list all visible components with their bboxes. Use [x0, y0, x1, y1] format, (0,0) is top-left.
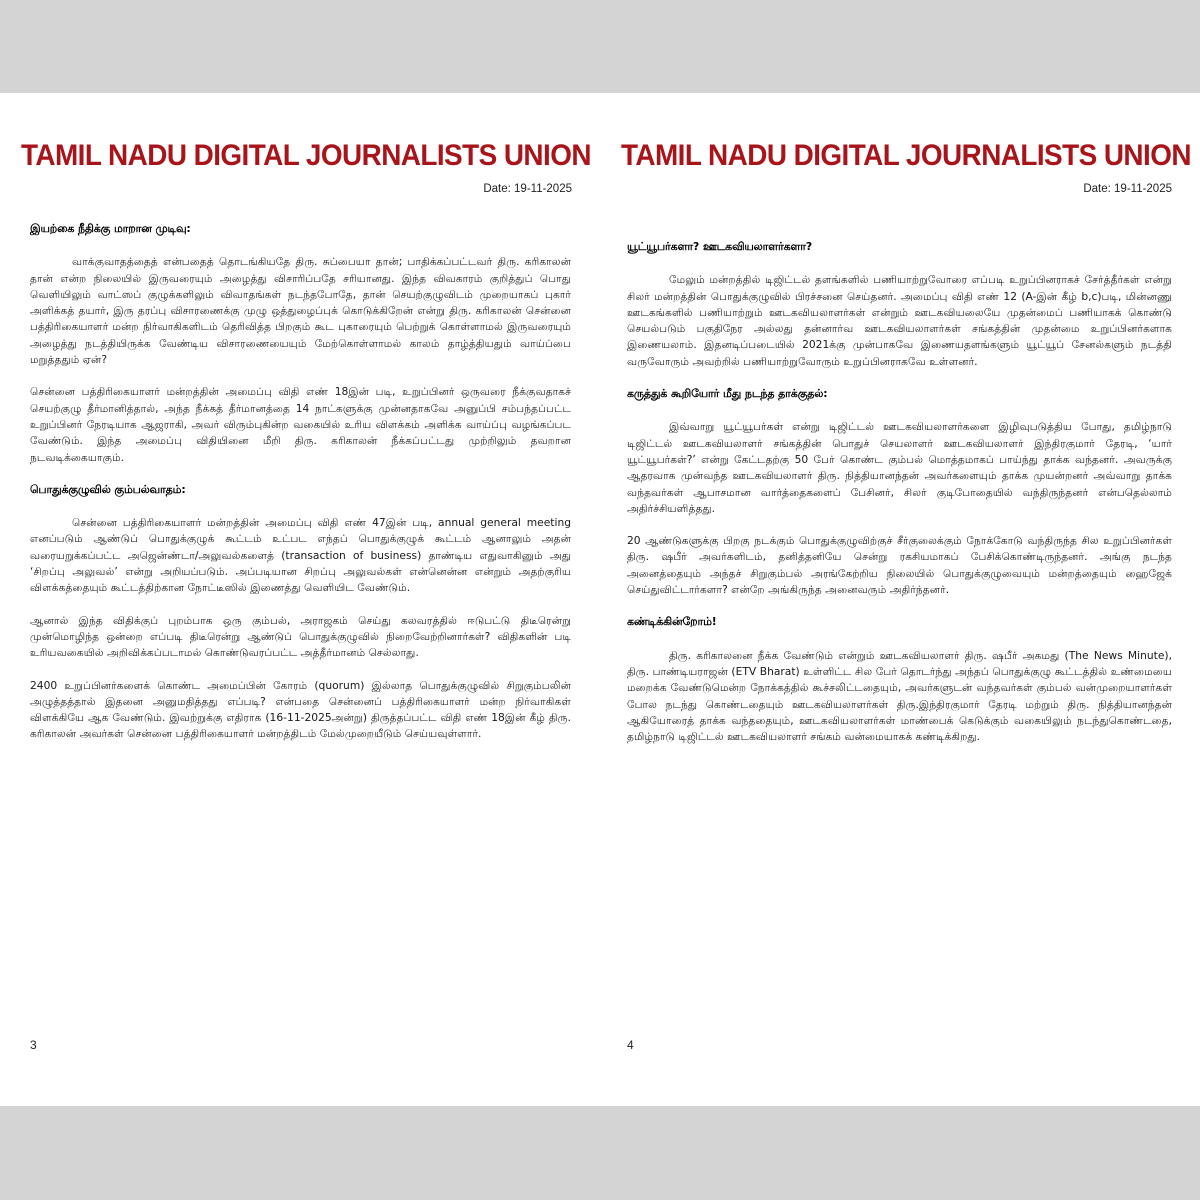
union-title: TAMIL NADU DIGITAL JOURNALISTS UNION	[21, 139, 591, 172]
paragraph: 20 ஆண்டுகளுக்கு பிறகு நடக்கும் பொதுக்குழுவிற்குச் சீர்குலைக்கும் நோக்கோடு வந்திருந்த சில உறுப்பினர்கள் திரு. ஷபீர் அவர்களிடம், தனித்தனியே சென்று ரகசியமாகப் பேசிக்கொண்டிருந்தனர். அங்கு நடந்த அனைத்தையும் அந்தச் சிறுகும்பல் அரங்கேற்றிய நிலையில் பொதுக்குழுவையும் மன்றத்தையும் ஹைஜேக் செய்துவிட்டார்களா? என்றே அங்கிருந்த அனைவரும் அதிர்ந்தனர்.	[627, 534, 1172, 597]
document-spread	[0, 93, 1200, 1106]
page-number: 4	[627, 1038, 634, 1052]
paragraph: வாக்குவாதத்தைத் என்பதைத் தொடங்கியதே திரு. சுப்பையா தான்; பாதிக்கப்பட்டவர் திரு. கரிகாலன் தான் என்ற நிலையில் இருவரையும் அழைத்து விசாரிப்பதே சரியானது. இந்த விவகாரம் குறித்துப் பொது வெளியிலும் வாட்ஸப் குழுக்களிலும் விவாதங்கள் நடந்தபோதே, தான் செயற்குழுவிடம் முறையாகப் புகார் அளிக்கத் தயார், இரு தரப்பு விசாரணைக்கு முழு ஒத்துழைப்புக் கொடுக்கிறேன் என்று திரு. கரிகாலன் சென்னை பத்திரிகையாளர் மன்ற நிர்வாகிகளிடம் தெரிவித்த பிறகும் கூட புகாரையும் பெற்றுக் கொள்ளாமல் இருவரையும் அழைத்து நடத்தியிருக்க வேண்டிய விசாரணையையும் மேற்கொள்ளாமல் காலம் தாழ்த்தியதும் வாய்ப்பை மறுத்ததும் ஏன்?	[30, 255, 571, 367]
paragraph: சென்னை பத்திரிகையாளர் மன்றத்தின் அமைப்பு விதி எண் 18இன் படி, உறுப்பினர் ஒருவரை நீக்குவதாகச் செயற்குழு தீர்மானித்தால், அந்த நீக்கத் தீர்மானத்தை 14 நாட்களுக்கு முன்னதாகவே அனுப்பி சம்பந்தப்பட்ட உறுப்பினர் நேரடியாக ஆஜராகி, அவர் விரும்புகின்ற வகையில் உரிய விளக்கம் அளிக்க வாய்ப்பு வழங்கப்பட வேண்டும். இந்த அமைப்பு விதியினை மீறி திரு. கரிகாலன் நீக்கப்பட்டது முற்றிலும் தவறான நடவடிக்கையாகும்.	[30, 385, 571, 464]
paragraph: 2400 உறுப்பினர்களைக் கொண்ட அமைப்பின் கோரம் (quorum) இல்லாத பொதுக்குழுவில் சிறுகும்பலின் அழுத்தத்தால் இதனை அனுமதித்தது எப்படி? என்பதை சென்னைப் பத்திரிகையாளர் மன்ற நிர்வாகிகள் விளக்கியே ஆக வேண்டும். இவற்றுக்கு எதிராக (16-11-2025அன்று) திருத்தப்பட்ட விதி எண் 18இன் கீழ் திரு. கரிகாலன் அவர்கள் சென்னை பத்திரிகையாளர் மன்றத்திடம் மேல்முறையீடும் செய்யவுள்ளார்.	[30, 678, 571, 741]
date-label: Date: 19-11-2025	[1083, 183, 1172, 195]
paragraph: இவ்வாறு யூட்யூபர்கள் என்று டிஜிட்டல் ஊடகவியலாளர்களை இழிவுபடுத்திய போது, தமிழ்நாடு டிஜிட்டல் ஊடகவியலாளர் சங்கத்தின் பொதுச் செயலாளர் ஊடகவியலாளர் இந்திரகுமார் தேரடி, ‘யார் யூட்யூபர்கள்?’ என்று கேட்டதற்கு 50 பேர் கொண்ட கும்பல் மொத்தமாகப் பாய்ந்து தாக்க வந்தனர். அவருக்கு ஆதரவாக முன்வந்த ஊடகவியலாளர் திரு. நித்தியானந்தன் அவர்களையும் தாக்க முயன்றனர் அவ்வாறு தாக்க வந்தவர்கள் ஆபாசமான வார்த்தைகளைப் பேசினர், சிலர் குடிபோதையில் வந்திருந்தனர் என்பதெல்லாம் அதிர்ச்சியளித்தது.	[627, 420, 1172, 515]
page-number: 3	[30, 1038, 37, 1052]
page-4	[600, 93, 1200, 1106]
section-heading: யூட்யூபர்களா? ஊடகவியலாளர்களா?	[627, 240, 813, 253]
page-body	[30, 221, 571, 759]
union-title: TAMIL NADU DIGITAL JOURNALISTS UNION	[621, 139, 1191, 172]
paragraph: மேலும் மன்றத்தில் டிஜிட்டல் தளங்களில் பணியாற்றுவோரை எப்படி உறுப்பினராகச் சேர்த்தீர்கள் என்று சிலர் மன்றத்தின் பொதுக்குழுவில் பிரச்சனை செய்தனர். அமைப்பு விதி எண் 12 (A-இன் கீழ் b,c)படி, மின்னணு ஊடகங்களில் பணியாற்றும் ஊடகவியலாளர்கள் என்றும் ஊடகவியலையே முதன்மைப் பணியாகக் கொண்டு செயல்படும் பகுதிநேர அல்லது தன்னார்வ ஊடகவியலாளர்கள் சங்கத்தின் முதன்மை உறுப்பினர்களாக இணையலாம். இதனடிப்படையில் 2021க்கு முன்பாகவே இணையதளங்களும் யூட்யூப் சேனல்களும் நடத்தி வருவோரும் அவற்றில் பணியாற்றுவோரும் உறுப்பினராகவே உள்ளனர்.	[627, 273, 1172, 368]
section-heading: கருத்துக் கூறியோர் மீது நடந்த தாக்குதல்:	[627, 387, 828, 401]
page-3	[0, 93, 600, 1106]
paragraph: திரு. கரிகாலனை நீக்க வேண்டும் என்றும் ஊடகவியலாளர் திரு. ஷபீர் அகமது (The News Minute), திரு. பாண்டியராஜன் (ETV Bharat) உள்ளிட்ட சில பேர் தொடர்ந்து அந்தப் பொதுக்குழு கூட்டத்தில் உண்மையை மறைக்க வேண்டுமென்ற நோக்கத்தில் கூச்சலிட்டதையும், அவர்களுடன் வந்தவர்கள் கும்பல் வன்முறையாளர்கள் போல நடந்து கொண்டதையும் ஊடகவியலாளர்கள் திரு.இந்திரகுமார் தேரடி மற்றும் திரு. நித்தியானந்தன் ஆகியோரைத் தாக்க வந்ததையும், ஊடகவியலாளர்கள் மாண்பைக் கெடுக்கும் வகையிலும் நடந்துகொண்டதை, தமிழ்நாடு டிஜிட்டல் ஊடகவியலாளர் சங்கம் வன்மையாகக் கண்டிக்கிறது.	[627, 648, 1172, 744]
paragraph: ஆனால் இந்த விதிக்குப் புறம்பாக ஒரு கும்பல், அராஜகம் செய்து கலவரத்தில் ஈடுபட்டு திடீரென்று முன்மொழிந்த ஒன்றை எப்படி திடீரென்று ஆண்டுப் பொதுக்குழுவில் நிறைவேற்றினார்கள்? விதிகளின் படி உரியவகையில் அறிவிக்கப்படாமல் கொண்டுவரப்பட்ட அத்தீர்மானம் செல்லாது.	[30, 613, 571, 660]
section-heading: பொதுக்குழுவில் கும்பல்வாதம்:	[30, 482, 186, 496]
section-heading: கண்டிக்கின்றோம்!	[627, 615, 717, 629]
page-body	[627, 239, 1172, 761]
date-label: Date: 19-11-2025	[483, 183, 572, 195]
section-heading: இயற்கை நீதிக்கு மாறான முடிவு:	[30, 222, 191, 235]
paragraph: சென்னை பத்திரிகையாளர் மன்றத்தின் அமைப்பு விதி எண் 47இன் படி, annual general meeting எனப்படும் ஆண்டுப் பொதுக்குழுக் கூட்டம் உட்பட எந்தப் பொதுக்குழுக் கூட்டம் ஆனாலும் அதன் வரையறுக்கப்பட்ட அஜென்ண்டா/அலுவல்களைத் (transaction of business) தாண்டிய எதுவாகினும் அது ‘சிறப்பு அலுவல்’ என்று அறியப்படும். அப்படியான சிறப்பு அலுவல்கள் என்னென்ன என்றும் அதற்குரிய விளக்கத்தையும் கூட்டத்திற்கான நோட்டீஸில் இணைத்து வெளியிட வேண்டும்.	[30, 516, 571, 595]
